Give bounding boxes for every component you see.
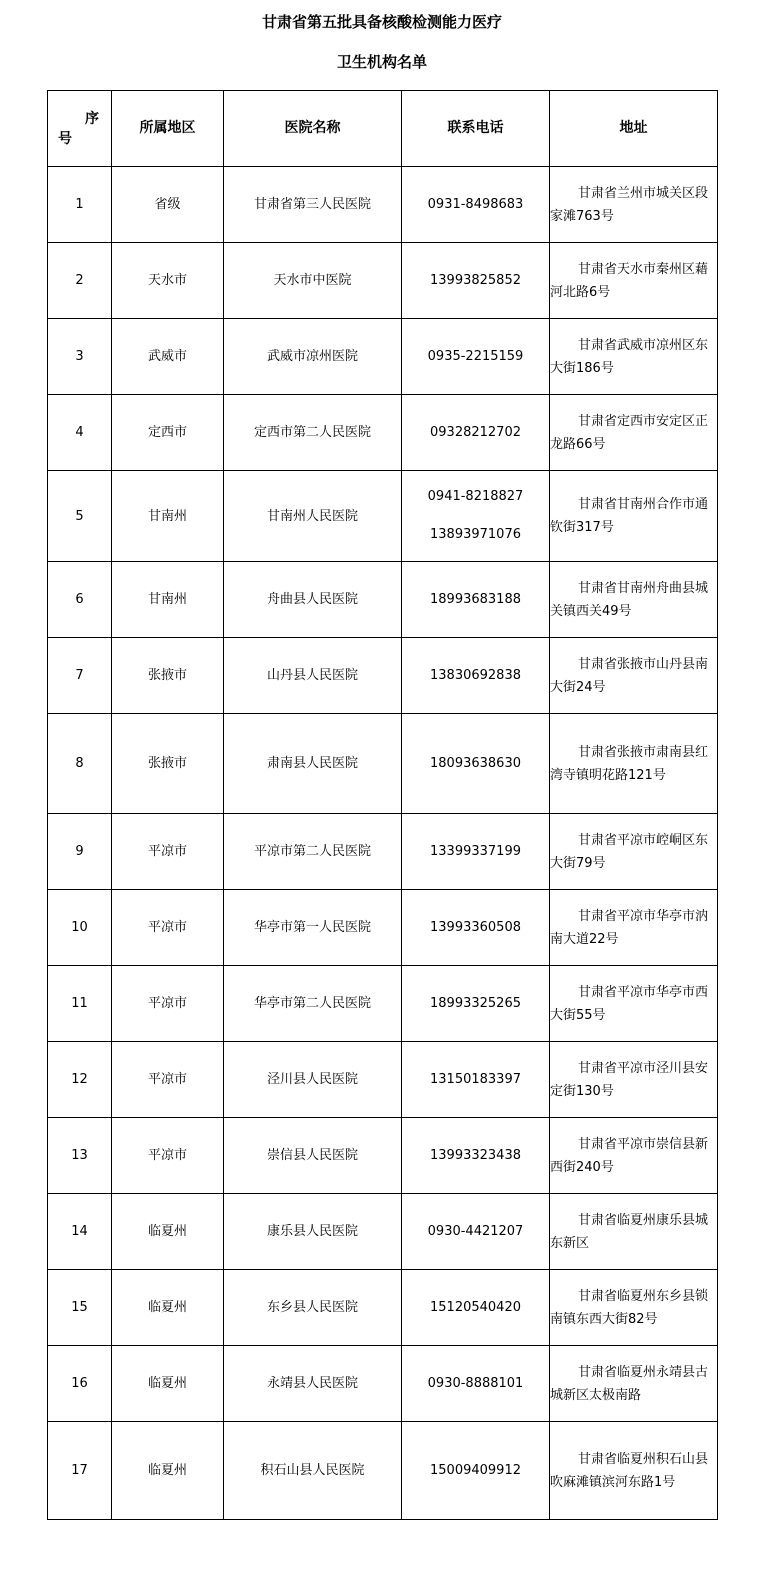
table-row: [48, 1270, 718, 1346]
cell-address: [550, 1194, 718, 1270]
phone-number: 18993325265: [430, 995, 521, 1011]
cell-seq: 4: [48, 395, 112, 471]
cell-address: [550, 471, 718, 562]
cell-phone: [402, 1194, 550, 1270]
address-text: 甘肃省临夏州积石山县吹麻滩镇滨河东路1号: [550, 1451, 709, 1490]
phone-number: 09328212702: [430, 424, 521, 440]
phone-number: 0930-4421207: [427, 1223, 524, 1239]
address-text: 甘肃省兰州市城关区段家滩763号: [550, 185, 709, 224]
cell-address: [550, 395, 718, 471]
phone-number: 13830692838: [430, 667, 521, 683]
cell-address: [550, 562, 718, 638]
table-row: [48, 890, 718, 966]
table-row: [48, 243, 718, 319]
phone-number: 13399337199: [430, 843, 521, 859]
cell-region: 张掖市: [112, 714, 224, 814]
phone-number: 13893971076: [430, 527, 521, 542]
address-text: 甘肃省平凉市华亭市西大街55号: [550, 984, 709, 1023]
header-seq: [48, 91, 112, 167]
cell-seq: 12: [48, 1042, 112, 1118]
phone-number: 18993683188: [430, 591, 521, 607]
cell-address: [550, 638, 718, 714]
cell-seq: 7: [48, 638, 112, 714]
cell-hospital: 天水市中医院: [224, 243, 402, 319]
cell-seq: 5: [48, 471, 112, 562]
table-row: [48, 966, 718, 1042]
cell-seq: 3: [48, 319, 112, 395]
cell-region: 定西市: [112, 395, 224, 471]
cell-seq: 15: [48, 1270, 112, 1346]
table-row: [48, 562, 718, 638]
cell-address: [550, 1042, 718, 1118]
cell-address: [550, 319, 718, 395]
cell-hospital: 甘肃省第三人民医院: [224, 167, 402, 243]
cell-address: [550, 1346, 718, 1422]
cell-phone: [402, 638, 550, 714]
cell-hospital: 肃南县人民医院: [224, 714, 402, 814]
cell-region: 平凉市: [112, 1118, 224, 1194]
table-row: [48, 814, 718, 890]
table-body: [48, 167, 718, 1520]
cell-hospital: 定西市第二人民医院: [224, 395, 402, 471]
cell-region: 临夏州: [112, 1194, 224, 1270]
cell-hospital: 舟曲县人民医院: [224, 562, 402, 638]
address-text: 甘肃省临夏州康乐县城东新区: [550, 1212, 709, 1251]
cell-phone: [402, 966, 550, 1042]
cell-seq: 14: [48, 1194, 112, 1270]
cell-hospital: 积石山县人民医院: [224, 1422, 402, 1520]
cell-hospital: 武威市凉州医院: [224, 319, 402, 395]
cell-seq: 13: [48, 1118, 112, 1194]
address-text: 甘肃省平凉市泾川县安定街130号: [550, 1060, 709, 1099]
cell-phone: [402, 1042, 550, 1118]
phone-number: 13993360508: [430, 919, 521, 935]
address-text: 甘肃省临夏州永靖县古城新区太极南路: [550, 1364, 709, 1403]
cell-address: [550, 1118, 718, 1194]
table-row: [48, 1422, 718, 1520]
cell-region: 张掖市: [112, 638, 224, 714]
cell-phone: [402, 714, 550, 814]
phone-number: 15120540420: [430, 1299, 521, 1315]
cell-region: 临夏州: [112, 1346, 224, 1422]
cell-address: [550, 814, 718, 890]
cell-seq: 10: [48, 890, 112, 966]
phone-number: 13150183397: [430, 1071, 521, 1087]
cell-region: 临夏州: [112, 1270, 224, 1346]
cell-region: 临夏州: [112, 1422, 224, 1520]
cell-address: [550, 1422, 718, 1520]
cell-hospital: 泾川县人民医院: [224, 1042, 402, 1118]
address-text: 甘肃省甘南州合作市通钦街317号: [550, 497, 709, 535]
cell-hospital: 华亭市第二人民医院: [224, 966, 402, 1042]
cell-address: [550, 243, 718, 319]
header-seq-top: 序: [85, 110, 99, 127]
cell-seq: 11: [48, 966, 112, 1042]
cell-phone: [402, 319, 550, 395]
address-text: 甘肃省平凉市崆峒区东大街79号: [550, 832, 709, 871]
cell-hospital: 平凉市第二人民医院: [224, 814, 402, 890]
institution-table: [47, 90, 718, 1520]
cell-phone: [402, 167, 550, 243]
cell-address: [550, 714, 718, 814]
phone-number: 18093638630: [430, 755, 521, 771]
cell-seq: 16: [48, 1346, 112, 1422]
cell-region: 平凉市: [112, 890, 224, 966]
cell-phone: [402, 1118, 550, 1194]
phone-number: 15009409912: [430, 1462, 521, 1478]
table-header-row: [48, 91, 718, 167]
cell-region: 天水市: [112, 243, 224, 319]
cell-seq: 2: [48, 243, 112, 319]
address-text: 甘肃省天水市秦州区藉河北路6号: [550, 261, 709, 300]
cell-phone: [402, 1346, 550, 1422]
address-text: 甘肃省临夏州东乡县锁南镇东西大街82号: [550, 1288, 709, 1327]
table-row: [48, 471, 718, 562]
cell-region: 甘南州: [112, 471, 224, 562]
phone-number: 0941-8218827: [427, 489, 524, 504]
table-row: [48, 1346, 718, 1422]
cell-seq: 6: [48, 562, 112, 638]
header-hospital: 医院名称: [224, 91, 402, 167]
cell-address: [550, 1270, 718, 1346]
cell-seq: 8: [48, 714, 112, 814]
cell-address: [550, 167, 718, 243]
cell-region: 平凉市: [112, 1042, 224, 1118]
cell-hospital: 康乐县人民医院: [224, 1194, 402, 1270]
address-text: 甘肃省甘南州舟曲县城关镇西关49号: [550, 580, 709, 619]
cell-phone: [402, 814, 550, 890]
header-phone: 联系电话: [402, 91, 550, 167]
table-row: [48, 395, 718, 471]
document-title: 甘肃省第五批具备核酸检测能力医疗: [261, 13, 502, 31]
address-text: 甘肃省张掖市肃南县红湾寺镇明花路121号: [550, 744, 709, 783]
header-region: 所属地区: [112, 91, 224, 167]
table-row: [48, 167, 718, 243]
phone-number: 0931-8498683: [427, 196, 524, 212]
cell-region: 武威市: [112, 319, 224, 395]
address-text: 甘肃省定西市安定区正龙路66号: [550, 413, 709, 452]
table-row: [48, 1194, 718, 1270]
cell-seq: 17: [48, 1422, 112, 1520]
cell-phone: [402, 1270, 550, 1346]
cell-phone: [402, 243, 550, 319]
phone-number: 13993323438: [430, 1147, 521, 1163]
address-text: 甘肃省平凉市华亭市汭南大道22号: [550, 908, 709, 947]
cell-region: 平凉市: [112, 814, 224, 890]
cell-hospital: 华亭市第一人民医院: [224, 890, 402, 966]
cell-phone: [402, 471, 550, 562]
phone-number: 0935-2215159: [427, 348, 524, 364]
cell-hospital: 甘南州人民医院: [224, 471, 402, 562]
cell-hospital: 东乡县人民医院: [224, 1270, 402, 1346]
cell-hospital: 山丹县人民医院: [224, 638, 402, 714]
cell-phone: [402, 395, 550, 471]
phone-number: 13993825852: [430, 272, 521, 288]
cell-seq: 9: [48, 814, 112, 890]
cell-hospital: 永靖县人民医院: [224, 1346, 402, 1422]
table-row: [48, 319, 718, 395]
phone-number: 0930-8888101: [427, 1375, 524, 1391]
cell-hospital: 崇信县人民医院: [224, 1118, 402, 1194]
address-text: 甘肃省平凉市崇信县新西街240号: [550, 1136, 709, 1175]
document-subtitle: 卫生机构名单: [336, 53, 427, 71]
cell-region: 平凉市: [112, 966, 224, 1042]
address-text: 甘肃省武威市凉州区东大街186号: [550, 337, 709, 376]
header-address: 地址: [550, 91, 718, 167]
cell-region: 甘南州: [112, 562, 224, 638]
cell-phone: [402, 1422, 550, 1520]
cell-region: 省级: [112, 167, 224, 243]
table-row: [48, 638, 718, 714]
address-text: 甘肃省张掖市山丹县南大街24号: [550, 656, 709, 695]
cell-address: [550, 890, 718, 966]
cell-phone: [402, 562, 550, 638]
cell-seq: 1: [48, 167, 112, 243]
table-row: [48, 1118, 718, 1194]
table-row: [48, 714, 718, 814]
cell-address: [550, 966, 718, 1042]
table-row: [48, 1042, 718, 1118]
header-seq-bottom: 号: [58, 130, 72, 147]
cell-phone: [402, 890, 550, 966]
